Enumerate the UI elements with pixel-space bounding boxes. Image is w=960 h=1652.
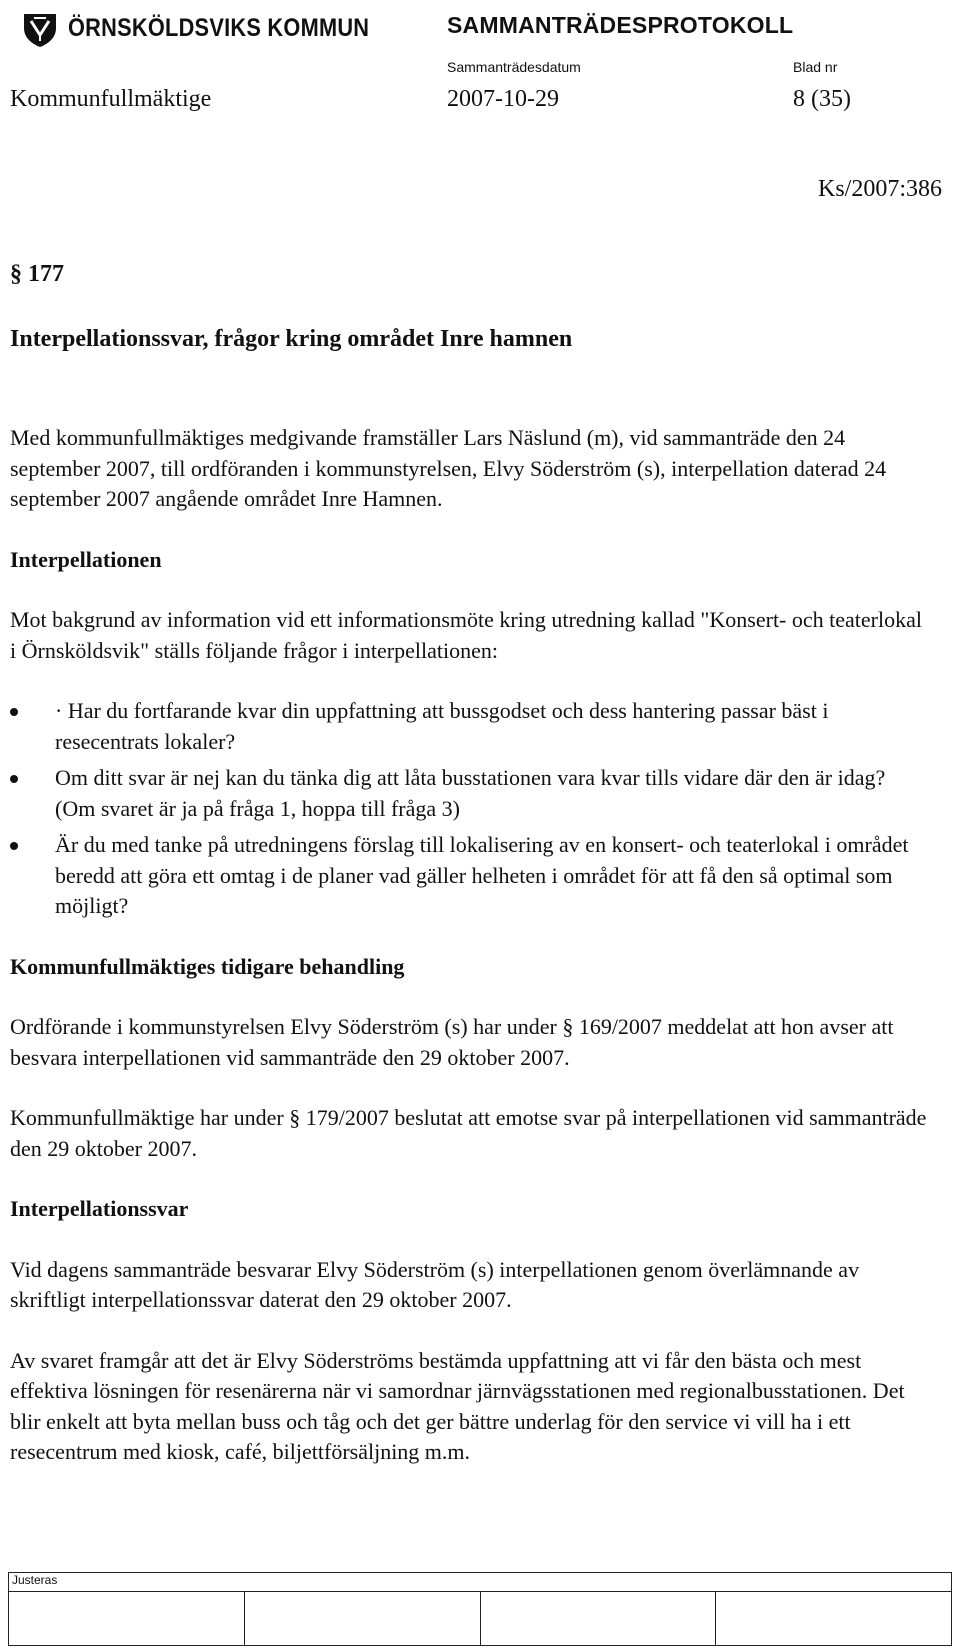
justeras-label: Justeras <box>9 1573 952 1592</box>
bullet-icon <box>10 842 18 850</box>
municipal-crest-icon <box>20 8 60 48</box>
intro-paragraph: Med kommunfullmäktiges medgivande framställer Lars Näslund (m), vid sammanträde den 24 september 2007, till ordföranden i kommunstyrelsen, Elvy Söderström (s), interpellation daterad 24 september 2007 angående området Inre Hamnen. <box>10 425 887 511</box>
section-heading-interpellation: Interpellationen <box>10 546 162 572</box>
protocol-title: SAMMANTRÄDESPROTOKOLL <box>447 12 794 38</box>
previous-paragraph-1: Ordförande i kommunstyrelsen Elvy Söderström (s) har under § 169/2007 meddelat att hon avser att besvara interpellationen vid sammanträde den 29 oktober 2007. <box>10 1014 894 1070</box>
page-title: Interpellationssvar, frågor kring området Inre hamnen <box>10 326 573 352</box>
question-text: Är du med tanke på utredningens förslag till lokalisering av en konsert- och teaterlokal i området beredd att göra ett omtag i de planer vad gäller helheten i området för att få den så optimal som möjligt? <box>55 832 909 918</box>
signature-box <box>244 1592 480 1646</box>
document-body <box>10 423 930 1468</box>
signature-box <box>9 1592 245 1646</box>
list-item <box>10 696 930 757</box>
assembly-name: Kommunfullmäktige <box>10 86 212 112</box>
previous-paragraph-2: Kommunfullmäktige har under § 179/2007 beslutat att emotse svar på interpellationen vid sammanträde den 29 oktober 2007. <box>10 1105 927 1161</box>
meeting-date: 2007-10-29 <box>447 86 559 112</box>
bullet-icon <box>10 775 18 783</box>
date-label: Sammanträdesdatum <box>447 59 581 75</box>
justeras-table <box>8 1572 952 1646</box>
question-list <box>10 696 930 922</box>
section-heading-previous: Kommunfullmäktiges tidigare behandling <box>10 953 405 979</box>
answer-paragraph-2: Av svaret framgår att det är Elvy Söderströms bestämda uppfattning att vi får den bästa och mest effektiva lösningen för resenärerna när vi samordnar järnvägsstationen med regionalbusstationen. Det blir enkelt att byta mellan buss och tåg och det ger bättre underlag för den service vi vill ha i ett resecentrum med kiosk, café, biljettförsäljning m.m. <box>10 1347 905 1464</box>
municipality-logo <box>20 8 414 48</box>
interpellation-text: Mot bakgrund av information vid ett informationsmöte kring utredning kallad "Konsert- och teaterlokal i Örnsköldsvik" ställs följande frågor i interpellationen: <box>10 607 922 663</box>
signature-box <box>480 1592 716 1646</box>
question-text: Om ditt svar är nej kan du tänka dig att låta busstationen vara kvar tills vidare där den är idag? (Om svaret är ja på fråga 1, hoppa till fråga 3) <box>55 765 886 821</box>
page-label: Blad nr <box>793 59 838 75</box>
list-item <box>10 830 930 922</box>
municipality-name: ÖRNSKÖLDSVIKS KOMMUN <box>68 13 370 42</box>
section-heading-answer: Interpellationssvar <box>10 1196 189 1221</box>
bullet-icon <box>10 708 18 716</box>
list-item <box>10 763 930 824</box>
page-number: 8 (35) <box>793 86 851 112</box>
case-reference: Ks/2007:386 <box>817 176 942 202</box>
signature-box <box>716 1592 952 1646</box>
answer-paragraph-1: Vid dagens sammanträde besvarar Elvy Söderström (s) interpellationen genom överlämnande av skriftligt interpellationssvar daterat den 29 oktober 2007. <box>10 1256 860 1312</box>
paragraph-number: § 177 <box>10 261 64 287</box>
question-text: · Har du fortfarande kvar din uppfattning att bussgodset och dess hantering passar bäst i resecentrats lokaler? <box>55 698 829 754</box>
